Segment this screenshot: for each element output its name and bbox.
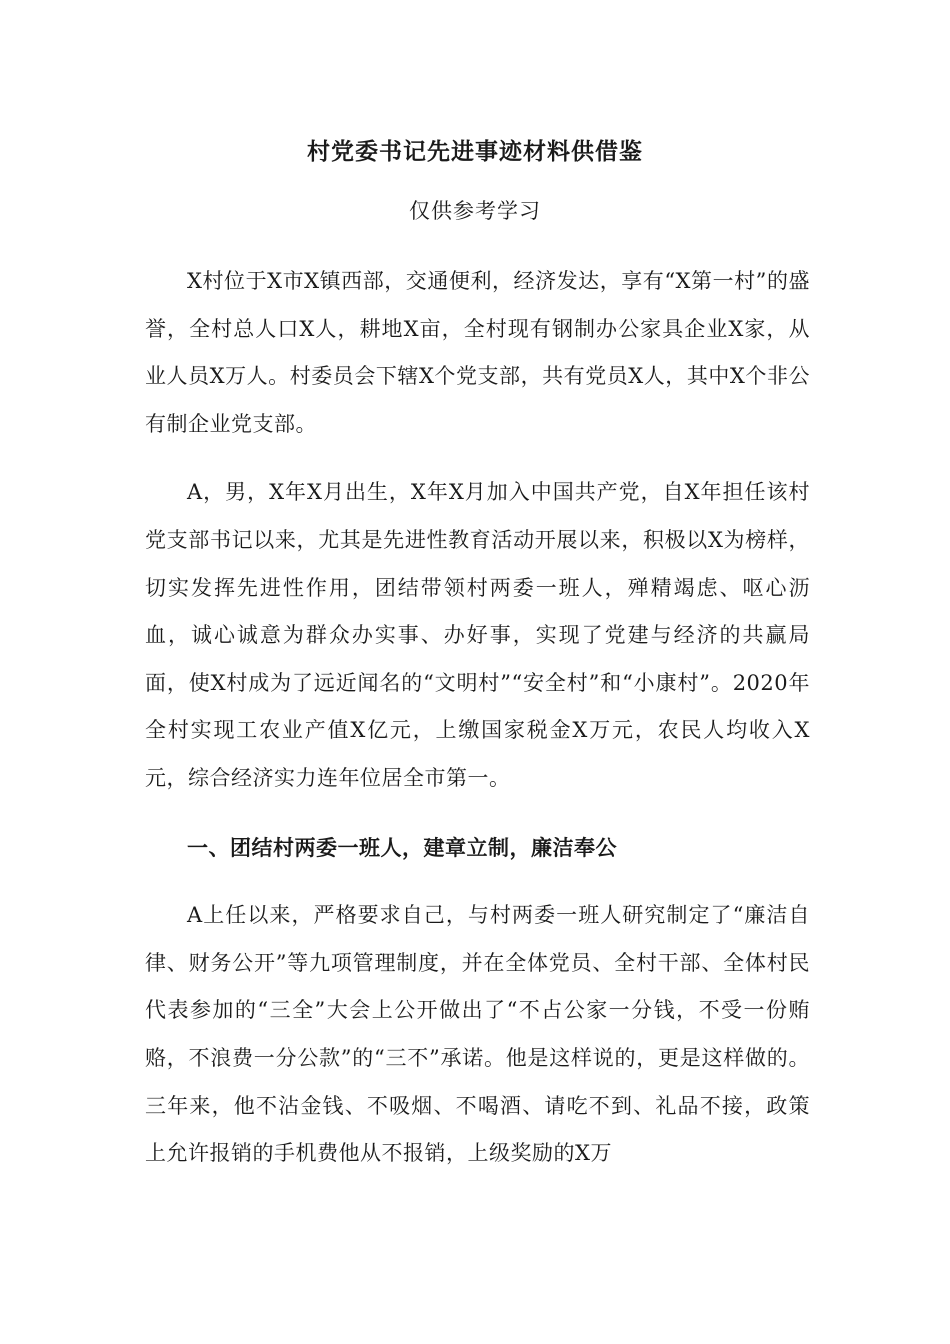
document-body xyxy=(145,258,810,1178)
document-subtitle: 仅供参考学习 xyxy=(409,199,541,223)
paragraph-section-1: A上任以来，严格要求自己，与村两委一班人研究制定了“廉洁自律、财务公开”等九项管理制度，并在全体党员、全村干部、全体村民代表参加的“三全”大会上公开做出了“不占公家一分钱，不受一份贿赂，不浪费一分公款”的“三不”承诺。他是这样说的，更是这样做的。三年来，他不沾金钱、不吸烟、不喝酒、请吃不到、礼品不接，政策上允许报销的手机费他从不报销，上级奖励的X万 xyxy=(145,903,810,1166)
document-title: 村党委书记先进事迹材料供借鉴 xyxy=(307,138,643,165)
paragraph-village-overview: X村位于X市X镇西部，交通便利，经济发达，享有“X第一村”的盛誉，全村总人口X人，耕地X亩，全村现有钢制办公家具企业X家，从业人员X万人。村委员会下辖X个党支部，共有党员X人，其中X个非公有制企业党支部。 xyxy=(145,269,810,436)
paragraph-secretary-profile: A，男，X年X月出生，X年X月加入中国共产党，自X年担任该村党支部书记以来，尤其是先进性教育活动开展以来，积极以X为榜样，切实发挥先进性作用，团结带领村两委一班人，殚精竭虑、呕心沥血，诚心诚意为群众办实事、办好事，实现了党建与经济的共赢局面，使X村成为了远近闻名的“文明村”“安全村”和“小康村”。2020年全村实现工农业产值X亿元，上缴国家税金X万元，农民人均收入X元，综合经济实力连年位居全市第一。 xyxy=(145,480,810,790)
section-heading-1: 一、团结村两委一班人，建章立制，廉洁奉公 xyxy=(187,834,617,860)
